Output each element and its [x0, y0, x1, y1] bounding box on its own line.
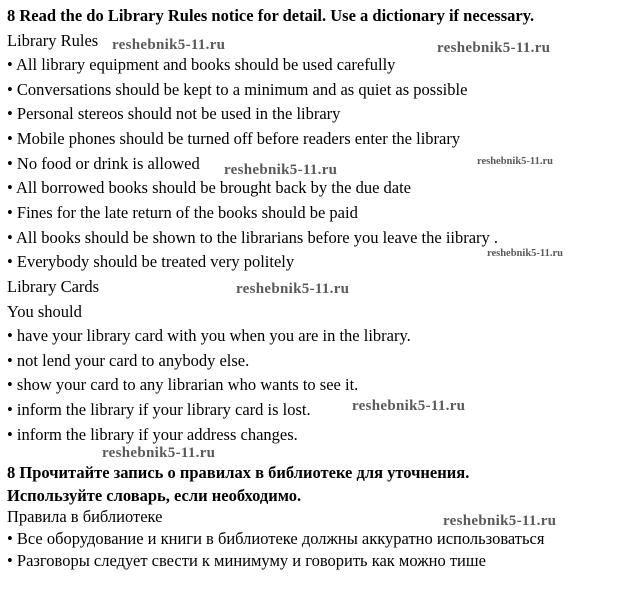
watermark: reshebnik5-11.ru [487, 248, 563, 259]
rule-item: • No food or drink is allowed [7, 154, 200, 173]
cards-intro-en: You should [7, 302, 82, 321]
watermark: reshebnik5-11.ru [352, 398, 466, 414]
watermark: reshebnik5-11.ru [477, 156, 553, 167]
rule-item: • All borrowed books should be brought back by the due date [7, 178, 411, 197]
watermark: reshebnik5-11.ru [437, 40, 551, 56]
card-item: • show your card to any librarian who wants to see it. [7, 375, 359, 394]
cards-heading-en: Library Cards [7, 277, 100, 296]
card-item: • have your library card with you when you are in the library. [7, 326, 411, 345]
rule-item: • Everybody should be treated very politely [7, 252, 295, 271]
watermark: reshebnik5-11.ru [112, 37, 226, 53]
rule-item: • Mobile phones should be turned off before readers enter the library [7, 129, 461, 148]
watermark: reshebnik5-11.ru [224, 162, 338, 178]
card-item: • not lend your card to anybody else. [7, 351, 250, 370]
rule-item-ru: • Разговоры следует свести к минимуму и говорить как можно тише [7, 551, 486, 570]
rule-item: • Personal stereos should not be used in the library [7, 104, 341, 123]
card-item: • inform the library if your library card is lost. [7, 400, 311, 419]
rule-item: • All books should be shown to the librarians before you leave the iibrary . [7, 228, 499, 247]
rule-item-ru: • Все оборудование и книги в библиотеке должны аккуратно использоваться [7, 529, 545, 548]
task-heading-en: 8 Read the do Library Rules notice for detail. Use a dictionary if necessary. [7, 6, 535, 25]
watermark: reshebnik5-11.ru [102, 445, 216, 461]
rules-heading-ru: Правила в библиотеке [7, 507, 163, 526]
card-item: • inform the library if your address changes. [7, 425, 298, 444]
rules-heading-en: Library Rules [7, 31, 99, 50]
watermark: reshebnik5-11.ru [443, 513, 557, 529]
rule-item: • Conversations should be kept to a minimum and as quiet as possible [7, 80, 468, 99]
rule-item: • Fines for the late return of the books should be paid [7, 203, 358, 222]
task-heading-ru-line2: Используйте словарь, если необходимо. [7, 486, 302, 505]
task-heading-ru-line1: 8 Прочитайте запись о правилах в библиотеке для уточнения. [7, 463, 470, 482]
rule-item: • All library equipment and books should be used carefully [7, 55, 396, 74]
watermark: reshebnik5-11.ru [236, 281, 350, 297]
